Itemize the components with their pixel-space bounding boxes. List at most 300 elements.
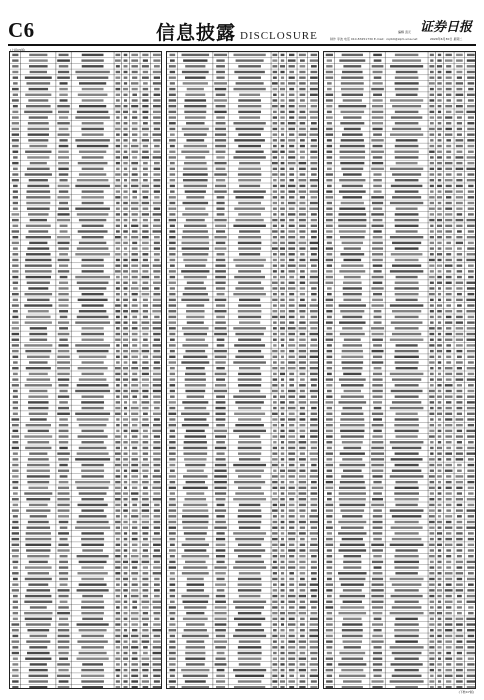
cell-text-mark xyxy=(132,361,137,363)
cell-text-mark xyxy=(468,487,474,489)
cell-text-mark xyxy=(77,145,109,147)
cell-text-mark xyxy=(339,492,366,494)
cell-text-mark xyxy=(170,185,175,187)
cell-text-mark xyxy=(430,339,434,341)
cell-text-mark xyxy=(340,253,364,255)
cell-text-mark xyxy=(168,515,176,517)
cell-text-mark xyxy=(289,116,294,118)
cell-text-mark xyxy=(123,128,127,130)
cell-text-mark xyxy=(153,424,161,426)
cell-text-mark xyxy=(238,310,262,312)
cell-text-mark xyxy=(466,310,475,312)
cell-text-mark xyxy=(468,145,475,147)
cell-text-mark xyxy=(29,686,47,688)
cell-text-mark xyxy=(236,59,264,61)
cell-text-mark xyxy=(299,549,305,551)
cell-text-mark xyxy=(115,487,121,489)
cell-text-mark xyxy=(181,413,209,415)
cell-text-mark xyxy=(311,561,317,563)
cell-text-mark xyxy=(12,316,18,318)
cell-text-mark xyxy=(280,264,284,266)
cell-text-mark xyxy=(115,82,120,84)
cell-text-mark xyxy=(272,464,278,466)
cell-text-mark xyxy=(445,635,452,637)
cell-text-mark xyxy=(326,94,333,96)
cell-text-mark xyxy=(142,481,149,483)
cell-text-mark xyxy=(342,629,363,631)
cell-text-mark xyxy=(327,555,333,557)
cell-text-mark xyxy=(468,190,474,192)
cell-text-mark xyxy=(395,76,419,78)
cell-text-mark xyxy=(289,635,295,637)
cell-text-mark xyxy=(445,470,453,472)
cell-text-mark xyxy=(238,350,261,352)
cell-text-mark xyxy=(395,521,419,523)
cell-text-mark xyxy=(445,430,452,432)
cell-text-mark xyxy=(456,646,463,648)
cell-text-mark xyxy=(153,304,162,306)
cell-text-mark xyxy=(27,652,50,654)
cell-text-mark xyxy=(13,606,18,608)
cell-text-mark xyxy=(326,230,332,232)
cell-text-mark xyxy=(60,475,68,477)
cell-text-mark xyxy=(132,606,137,608)
cell-text-mark xyxy=(239,321,260,323)
cell-text-mark xyxy=(58,162,69,164)
cell-text-mark xyxy=(216,156,224,158)
cell-text-mark xyxy=(343,561,361,563)
cell-text-mark xyxy=(456,532,462,534)
cell-text-mark xyxy=(373,395,383,397)
cell-text-mark xyxy=(12,572,18,574)
cell-text-mark xyxy=(281,521,285,523)
cell-text-mark xyxy=(299,179,307,181)
cell-text-mark xyxy=(327,470,332,472)
cell-text-mark xyxy=(288,333,295,335)
cell-text-mark xyxy=(79,447,107,449)
cell-text-mark xyxy=(467,356,474,358)
cell-text-mark xyxy=(310,458,317,460)
cell-text-mark xyxy=(457,76,462,78)
cell-text-mark xyxy=(169,623,175,625)
cell-text-mark xyxy=(280,566,285,568)
cell-text-mark xyxy=(374,566,382,568)
cell-text-mark xyxy=(28,521,49,523)
cell-text-mark xyxy=(280,242,285,244)
cell-text-mark xyxy=(143,538,148,540)
cell-text-mark xyxy=(341,384,364,386)
cell-text-mark xyxy=(281,361,285,363)
cell-text-mark xyxy=(338,532,366,534)
cell-text-mark xyxy=(343,407,363,409)
cell-text-mark xyxy=(183,566,207,568)
cell-text-mark xyxy=(12,213,20,215)
cell-text-mark xyxy=(437,635,441,637)
cell-text-mark xyxy=(309,282,318,284)
cell-text-mark xyxy=(273,515,277,517)
cell-text-mark xyxy=(272,675,277,677)
cell-text-mark xyxy=(143,475,148,477)
cell-text-mark xyxy=(310,128,317,130)
cell-text-mark xyxy=(169,652,176,654)
cell-text-mark xyxy=(446,532,451,534)
cell-text-mark xyxy=(395,88,419,90)
cell-text-mark xyxy=(467,327,475,329)
cell-text-mark xyxy=(467,219,476,221)
cell-text-mark xyxy=(372,299,383,301)
cell-text-mark xyxy=(29,487,49,489)
cell-text-mark xyxy=(116,595,120,597)
cell-text-mark xyxy=(281,413,284,415)
cell-text-mark xyxy=(429,504,434,506)
cell-text-mark xyxy=(153,675,160,677)
cell-text-mark xyxy=(446,299,451,301)
cell-text-mark xyxy=(124,54,128,56)
cell-text-mark xyxy=(280,190,284,192)
cell-text-mark xyxy=(280,230,284,232)
cell-text-mark xyxy=(75,458,110,460)
cell-text-mark xyxy=(123,527,128,529)
cell-text-mark xyxy=(131,441,138,443)
cell-text-mark xyxy=(437,384,441,386)
cell-text-mark xyxy=(310,202,318,204)
cell-text-mark xyxy=(115,504,120,506)
cell-text-mark xyxy=(281,156,284,158)
cell-text-mark xyxy=(58,407,69,409)
cell-text-mark xyxy=(131,310,138,312)
cell-text-mark xyxy=(339,213,367,215)
cell-text-mark xyxy=(58,623,68,625)
cell-text-mark xyxy=(116,470,120,472)
cell-text-mark xyxy=(310,373,318,375)
cell-text-mark xyxy=(468,208,474,210)
cell-text-mark xyxy=(445,367,453,369)
cell-text-mark xyxy=(116,111,121,113)
cell-text-mark xyxy=(310,418,317,420)
cell-text-mark xyxy=(273,435,278,437)
cell-text-mark xyxy=(467,475,474,477)
cell-text-mark xyxy=(13,287,18,289)
cell-text-mark xyxy=(342,71,363,73)
cell-text-mark xyxy=(154,236,160,238)
cell-text-mark xyxy=(326,219,333,221)
cell-text-mark xyxy=(437,407,441,409)
cell-text-mark xyxy=(429,652,434,654)
cell-text-mark xyxy=(390,578,424,580)
cell-text-mark xyxy=(215,646,226,648)
cell-text-mark xyxy=(446,498,452,500)
cell-text-mark xyxy=(371,327,384,329)
cell-text-mark xyxy=(131,105,138,107)
cell-text-mark xyxy=(239,572,261,574)
cell-text-mark xyxy=(445,219,452,221)
cell-text-mark xyxy=(131,259,138,261)
cell-text-mark xyxy=(170,583,176,585)
cell-text-mark xyxy=(184,606,206,608)
cell-text-mark xyxy=(214,99,227,101)
cell-text-mark xyxy=(430,247,434,249)
cell-text-mark xyxy=(392,675,422,677)
cell-text-mark xyxy=(216,304,225,306)
cell-text-mark xyxy=(457,99,463,101)
cell-text-mark xyxy=(142,151,148,153)
cell-text-mark xyxy=(289,94,294,96)
cell-text-mark xyxy=(437,242,441,244)
cell-text-mark xyxy=(311,669,318,671)
cell-text-mark xyxy=(77,179,109,181)
cell-text-mark xyxy=(12,481,18,483)
cell-text-mark xyxy=(26,532,51,534)
cell-text-mark xyxy=(273,321,277,323)
cell-text-mark xyxy=(169,504,176,506)
cell-text-mark xyxy=(373,629,381,631)
cell-text-mark xyxy=(215,413,225,415)
cell-text-mark xyxy=(170,259,176,261)
cell-text-mark xyxy=(153,282,161,284)
cell-text-mark xyxy=(182,236,209,238)
cell-text-mark xyxy=(115,435,120,437)
cell-text-mark xyxy=(238,304,261,306)
cell-text-mark xyxy=(390,304,423,306)
cell-text-mark xyxy=(123,276,128,278)
cell-text-mark xyxy=(429,259,435,261)
cell-text-mark xyxy=(338,225,366,227)
cell-text-mark xyxy=(75,390,110,392)
cell-text-mark xyxy=(131,572,138,574)
cell-text-mark xyxy=(289,173,294,175)
cell-text-mark xyxy=(456,151,462,153)
cell-text-mark xyxy=(142,202,149,204)
cell-text-mark xyxy=(28,395,48,397)
cell-text-mark xyxy=(371,464,383,466)
cell-text-mark xyxy=(394,492,419,494)
cell-text-mark xyxy=(456,282,463,284)
cell-text-mark xyxy=(82,618,103,620)
cell-text-mark xyxy=(142,242,149,244)
cell-text-mark xyxy=(234,686,265,688)
cell-text-mark xyxy=(238,339,261,341)
cell-text-mark xyxy=(299,71,305,73)
cell-text-mark xyxy=(116,65,120,67)
cell-text-mark xyxy=(115,413,121,415)
cell-text-mark xyxy=(115,270,121,272)
cell-text-mark xyxy=(30,418,47,420)
cell-text-mark xyxy=(396,276,418,278)
cell-text-mark xyxy=(446,276,452,278)
cell-text-mark xyxy=(184,532,207,534)
cell-text-mark xyxy=(372,413,383,415)
cell-text-mark xyxy=(123,464,128,466)
cell-text-mark xyxy=(280,629,284,631)
cell-text-mark xyxy=(344,555,362,557)
cell-text-mark xyxy=(115,105,120,107)
cell-text-mark xyxy=(446,606,451,608)
cell-text-mark xyxy=(131,663,138,665)
cell-text-mark xyxy=(239,527,260,529)
cell-text-mark xyxy=(238,521,261,523)
cell-text-mark xyxy=(446,378,452,380)
cell-text-mark xyxy=(214,173,226,175)
cell-text-mark xyxy=(429,287,434,289)
cell-text-mark xyxy=(170,339,175,341)
cell-text-mark xyxy=(27,247,49,249)
cell-text-mark xyxy=(273,521,278,523)
cell-text-mark xyxy=(437,116,442,118)
cell-text-mark xyxy=(457,549,463,551)
cell-text-mark xyxy=(446,173,452,175)
cell-text-mark xyxy=(467,686,475,688)
cell-text-mark xyxy=(468,373,474,375)
cell-text-mark xyxy=(215,447,226,449)
cell-text-mark xyxy=(27,356,50,358)
cell-text-mark xyxy=(372,578,383,580)
cell-text-mark xyxy=(154,185,161,187)
cell-text-mark xyxy=(310,475,318,477)
cell-text-mark xyxy=(132,544,138,546)
cell-text-mark xyxy=(154,532,160,534)
cell-text-mark xyxy=(437,395,442,397)
cell-text-mark xyxy=(437,230,442,232)
cell-text-mark xyxy=(299,658,306,660)
cell-text-mark xyxy=(154,94,161,96)
cell-text-mark xyxy=(457,356,462,358)
cell-text-mark xyxy=(116,327,120,329)
cell-text-mark xyxy=(273,156,277,158)
cell-text-mark xyxy=(25,544,51,546)
cell-text-mark xyxy=(272,612,277,614)
cell-text-mark xyxy=(456,333,463,335)
cell-text-mark xyxy=(446,54,452,56)
cell-text-mark xyxy=(272,316,277,318)
cell-text-mark xyxy=(456,299,463,301)
cell-text-mark xyxy=(456,658,462,660)
cell-text-mark xyxy=(273,122,278,124)
cell-text-mark xyxy=(456,675,463,677)
cell-text-mark xyxy=(395,111,419,113)
cell-text-mark xyxy=(300,173,306,175)
cell-text-mark xyxy=(456,242,463,244)
cell-text-mark xyxy=(341,413,363,415)
cell-text-mark xyxy=(273,470,276,472)
cell-text-mark xyxy=(29,242,47,244)
cell-text-mark xyxy=(170,162,175,164)
cell-text-mark xyxy=(341,475,363,477)
cell-text-mark xyxy=(429,680,434,682)
cell-text-mark xyxy=(468,213,474,215)
cell-text-mark xyxy=(280,105,284,107)
cell-text-mark xyxy=(446,356,451,358)
cell-text-mark xyxy=(438,498,442,500)
cell-text-mark xyxy=(373,145,383,147)
cell-text-mark xyxy=(25,76,52,78)
cell-text-mark xyxy=(132,168,137,170)
cell-text-mark xyxy=(445,264,452,266)
cell-text-mark xyxy=(27,156,49,158)
cell-text-mark xyxy=(124,595,127,597)
cell-text-mark xyxy=(280,179,285,181)
cell-text-mark xyxy=(281,578,285,580)
cell-text-mark xyxy=(456,418,464,420)
cell-text-mark xyxy=(395,452,419,454)
cell-text-mark xyxy=(289,384,294,386)
cell-text-mark xyxy=(437,196,442,198)
cell-text-mark xyxy=(437,225,442,227)
cell-text-mark xyxy=(239,458,260,460)
cell-text-mark xyxy=(29,59,48,61)
cell-text-mark xyxy=(445,133,452,135)
cell-text-mark xyxy=(153,623,160,625)
cell-text-mark xyxy=(467,105,475,107)
cell-text-mark xyxy=(59,578,68,580)
cell-text-mark xyxy=(299,669,306,671)
cell-text-mark xyxy=(59,566,68,568)
cell-text-mark xyxy=(187,589,204,591)
cell-text-mark xyxy=(185,538,205,540)
cell-text-mark xyxy=(79,82,106,84)
cell-text-mark xyxy=(372,333,384,335)
cell-text-mark xyxy=(29,65,48,67)
cell-text-mark xyxy=(115,441,120,443)
cell-text-mark xyxy=(280,122,284,124)
cell-text-mark xyxy=(131,492,139,494)
cell-text-mark xyxy=(457,367,462,369)
cell-text-mark xyxy=(326,401,334,403)
cell-text-mark xyxy=(28,128,50,130)
cell-text-mark xyxy=(437,128,442,130)
cell-text-mark xyxy=(235,333,263,335)
cell-text-mark xyxy=(326,276,333,278)
cell-text-mark xyxy=(327,156,333,158)
cell-text-mark xyxy=(169,213,175,215)
cell-text-mark xyxy=(396,162,418,164)
cell-text-mark xyxy=(372,242,383,244)
cell-text-mark xyxy=(236,196,264,198)
cell-text-mark xyxy=(143,675,148,677)
cell-text-mark xyxy=(456,190,463,192)
cell-text-mark xyxy=(25,658,51,660)
cell-text-mark xyxy=(299,344,306,346)
cell-text-mark xyxy=(183,356,207,358)
cell-text-mark xyxy=(142,384,149,386)
cell-text-mark xyxy=(438,509,442,511)
cell-text-mark xyxy=(132,640,138,642)
cell-text-mark xyxy=(216,122,226,124)
cell-text-mark xyxy=(12,88,19,90)
cell-text-mark xyxy=(280,173,285,175)
cell-text-mark xyxy=(169,247,176,249)
cell-text-mark xyxy=(131,680,138,682)
cell-text-mark xyxy=(216,578,224,580)
cell-text-mark xyxy=(81,635,104,637)
cell-text-mark xyxy=(123,88,128,90)
cell-text-mark xyxy=(216,71,225,73)
cell-text-mark xyxy=(327,521,332,523)
cell-text-mark xyxy=(216,549,226,551)
cell-text-mark xyxy=(300,464,305,466)
cell-text-mark xyxy=(456,139,464,141)
cell-text-mark xyxy=(236,82,264,84)
cell-text-mark xyxy=(326,236,332,238)
cell-text-mark xyxy=(341,82,364,84)
cell-text-mark xyxy=(342,316,362,318)
cell-text-mark xyxy=(28,287,48,289)
cell-text-mark xyxy=(29,669,48,671)
cell-text-mark xyxy=(289,99,295,101)
cell-text-mark xyxy=(288,470,296,472)
cell-text-mark xyxy=(153,646,161,648)
cell-text-mark xyxy=(327,652,332,654)
cell-text-mark xyxy=(299,424,305,426)
